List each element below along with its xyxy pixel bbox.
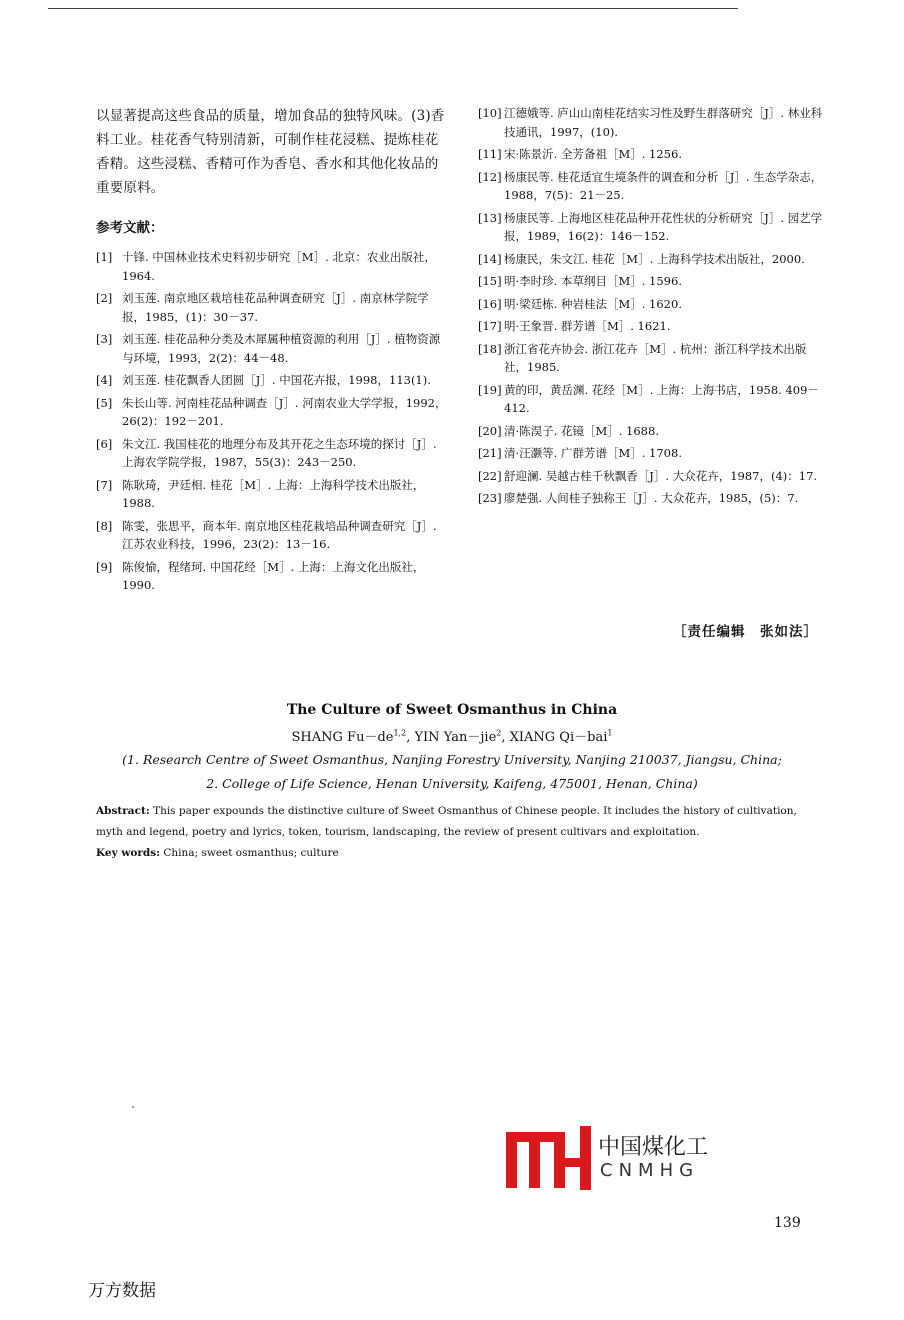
- reference-number: [14]: [478, 251, 502, 266]
- reference-number: [21]: [478, 446, 502, 460]
- reference-text: 刘玉莲. 南京地区栽培桂花品种调查研究［J］. 南京林学院学报，1985，(1)：30－37.: [122, 291, 429, 324]
- reference-text: 明·梁廷栋. 种岩桂法［M］. 1620.: [504, 296, 682, 311]
- affiliation-2: [0, 776, 904, 791]
- reference-text: 陈雯，张思平，商本年. 南京地区桂花栽培品种调查研究［J］. 江苏农业科技，1996，23(2)：13－16.: [122, 518, 437, 551]
- reference-text: 杨康民等. 上海地区桂花品种开花性状的分析研究［J］. 园艺学报，1989，16(2)：146－152.: [504, 210, 823, 243]
- reference-text: 清·陈淏子. 花镜［M］. 1688.: [504, 423, 659, 438]
- keywords-label: Key words:: [96, 847, 161, 859]
- reference-text: 浙江省花卉协会. 浙江花卉［M］. 杭州：浙江科学技术出版社，1985.: [504, 341, 807, 374]
- reference-number: [1]: [96, 250, 113, 264]
- abstract: [96, 801, 826, 843]
- reference-item: [96, 435, 448, 472]
- abstract-text: This paper expounds the distinctive culture of Sweet Osmanthus of Chinese people. It includes the history of cultivation, myth and legend, poetry and lyrics, token, tourism, landscaping, the review of present cultivars and exploitation.: [96, 805, 797, 838]
- reference-number: [19]: [478, 382, 502, 397]
- reference-number: [13]: [478, 210, 502, 225]
- affiliation-text: 2. College of Life Science, Henan University, Kaifeng, 475001, Henan, China): [206, 776, 698, 791]
- reference-text: 廖楚强. 人间桂子独称王［J］. 大众花卉，1985，(5)：7.: [504, 491, 799, 505]
- reference-number: [6]: [96, 436, 113, 451]
- reference-number: [4]: [96, 373, 113, 387]
- reference-text: 刘玉莲. 桂花品种分类及木犀属种植资源的利用［J］. 植物资源与环境，1993，2(2)：44－48.: [122, 332, 441, 365]
- author-affil-sup: 1: [607, 728, 613, 738]
- reference-item: [478, 317, 826, 336]
- reference-text: 陈耿琦，尹廷相. 桂花［M］. 上海：上海科学技术出版社，1988.: [122, 477, 425, 510]
- author-name: XIANG Qi－bai: [509, 730, 608, 745]
- reference-number: [11]: [478, 147, 502, 161]
- abstract-label: Abstract:: [96, 805, 150, 817]
- reference-number: [3]: [96, 332, 113, 346]
- reference-item: [478, 467, 826, 486]
- author-affil-sup: 1,2: [393, 728, 407, 738]
- reference-number: [12]: [478, 169, 502, 184]
- reference-item: [478, 145, 826, 164]
- reference-item: [96, 248, 448, 285]
- author-affil-sup: 2: [496, 728, 502, 738]
- reference-text: 宋·陈景沂. 全芳备祖［M］. 1256.: [504, 147, 682, 161]
- reference-number: [23]: [478, 491, 502, 505]
- reference-item: [478, 381, 826, 418]
- references-heading: 参考文献：: [96, 220, 164, 236]
- reference-number: [2]: [96, 291, 113, 305]
- reference-item: [478, 422, 826, 441]
- reference-number: [15]: [478, 274, 502, 288]
- reference-text: 朱文江. 我国桂花的地理分布及其开花之生态环境的探讨［J］. 上海农学院学报，1987，55(3)：243－250.: [122, 436, 437, 469]
- body-paragraph: 以显著提高这些食品的质量，增加食品的独特风味。(3)香料工业。桂花香气特别清新，可制作桂花浸糕、提炼桂花香精。这些浸糕、香精可作为香皂、香水和其他化妆品的重要原料。: [96, 108, 445, 196]
- reference-item: [478, 295, 826, 314]
- reference-text: 陈俊愉，程绪珂. 中国花经［M］. 上海：上海文化出版社，1990.: [122, 559, 425, 592]
- reference-number: [17]: [478, 319, 502, 333]
- reference-text: 朱长山等. 河南桂花品种调查［J］. 河南农业大学学报，1992，26(2)：192－201.: [122, 395, 447, 428]
- reference-item: [478, 168, 826, 205]
- reference-item: [96, 371, 448, 390]
- reference-item: [96, 517, 448, 554]
- reference-item: [478, 104, 826, 141]
- reference-item: [96, 558, 448, 595]
- speck: [132, 1106, 134, 1108]
- reference-text: 明·王象晋. 群芳谱［M］. 1621.: [504, 319, 671, 333]
- reference-text: 十锋. 中国林业技术史料初步研究［M］. 北京：农业出版社，1964.: [122, 250, 436, 283]
- right-column: [478, 104, 826, 512]
- author-name: SHANG Fu－de: [291, 730, 394, 745]
- reference-list-right: [478, 104, 826, 508]
- reference-text: 舒迎澜. 吴越古桂千秋飘香［J］. 大众花卉，1987，(4)：17.: [504, 468, 818, 483]
- reference-number: [5]: [96, 395, 113, 410]
- logo-en-text: CNMHG: [600, 1160, 700, 1181]
- reference-text: 刘玉莲. 桂花飘香人团圆［J］. 中国花卉报，1998，113(1).: [122, 373, 431, 387]
- english-title: The Culture of Sweet Osmanthus in China: [286, 702, 618, 718]
- affiliation-text: (1. Research Centre of Sweet Osmanthus, Nanjing Forestry University, Nanjing 210037, Jiangsu, China;: [122, 752, 782, 767]
- reference-text: 江德娥等. 庐山山南桂花结实习性及野生群落研究［J］. 林业科技通讯，1997，(10).: [504, 106, 823, 139]
- left-column: [96, 104, 448, 599]
- reference-text: 明·李时珍. 本草纲目［M］. 1596.: [504, 274, 682, 288]
- page-number: 139: [774, 1215, 801, 1231]
- reference-text: 杨康民，朱文江. 桂花［M］. 上海科学技术出版社，2000.: [504, 251, 805, 266]
- reference-text: 黄的印，黄岳渊. 花经［M］. 上海：上海书店，1958. 409－412.: [504, 382, 819, 415]
- reference-text: 杨康民等. 桂花适宜生境条件的调查和分析［J］. 生态学杂志，1988，7(5)：21－25.: [504, 169, 823, 202]
- reference-number: [20]: [478, 423, 502, 438]
- reference-number: [10]: [478, 106, 502, 120]
- reference-item: [96, 394, 448, 431]
- reference-list-left: [96, 248, 448, 595]
- author-name: YIN Yan－jie: [414, 730, 497, 745]
- logo-cn-text: 中国煤化工: [598, 1135, 709, 1160]
- reference-item: [478, 209, 826, 246]
- reference-item: [96, 476, 448, 513]
- reference-number: [22]: [478, 468, 502, 483]
- affiliation-1: [0, 752, 904, 767]
- reference-item: [478, 340, 826, 377]
- reference-number: [16]: [478, 296, 502, 311]
- reference-number: [9]: [96, 559, 113, 574]
- watermark-text: 万方数据: [88, 1281, 156, 1301]
- reference-number: [18]: [478, 341, 502, 356]
- reference-item: [478, 489, 826, 508]
- reference-number: [8]: [96, 518, 113, 533]
- header-rule: [48, 8, 738, 9]
- keywords-text: China; sweet osmanthus; culture: [163, 847, 339, 859]
- reference-item: [96, 330, 448, 367]
- reference-number: [7]: [96, 477, 113, 492]
- reference-text: 清·汪灏等. 广群芳谱［M］. 1708.: [504, 446, 682, 460]
- reference-item: [96, 289, 448, 326]
- keywords: [96, 844, 339, 862]
- reference-item: [478, 444, 826, 463]
- reference-item: [478, 272, 826, 291]
- editor-note: ［责任编辑 张如法］: [673, 624, 818, 640]
- reference-item: [478, 250, 826, 269]
- english-authors: SHANG Fu－de$^{1,2}$, YIN Yan－jie$^2$, XIANG Qi－bai$^1$: [291, 728, 613, 745]
